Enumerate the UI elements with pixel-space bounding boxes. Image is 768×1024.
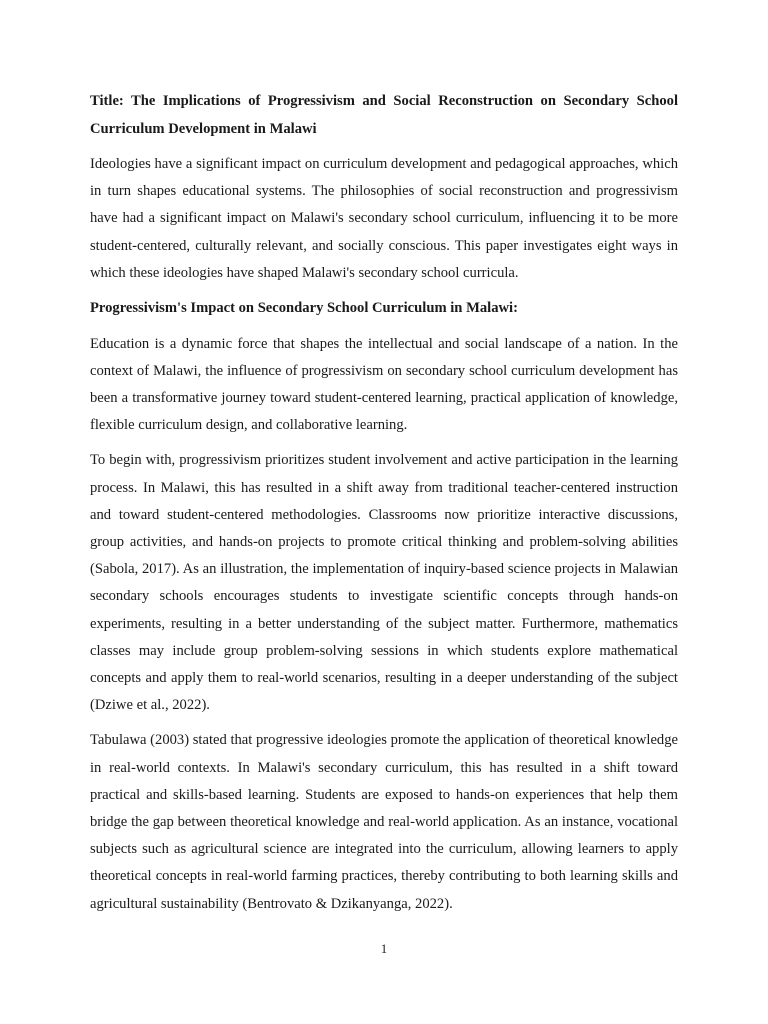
- page-number: 1: [380, 941, 388, 956]
- section-heading: Progressivism's Impact on Secondary School Curriculum in Malawi:: [90, 300, 518, 317]
- body-paragraph: To begin with, progressivism prioritizes student involvement and active participation in the learning process. In Malawi, this has resulted in a shift away from traditional teacher-centered instruction and toward student-centered methodologies. Classrooms now prioritize interactive discussions, group activities, and hands-on projects to promote critical thinking and problem-solving abilities (Sabola, 2017). As an illustration, the implementation of inquiry-based science projects in Malawian secondary schools encourages students to investigate scientific concepts through hands-on experiments, resulting in a better understanding of the subject matter. Furthermore, mathematics classes may include group problem-solving sessions in which students explore mathematical concepts and apply them to real-world scenarios, resulting in a deeper understanding of the subject (Dziwe et al., 2022).: [90, 452, 678, 714]
- document-page: [90, 88, 678, 926]
- intro-paragraph: Ideologies have a significant impact on curriculum development and pedagogical approaches, which in turn shapes educational systems. The philosophies of social reconstruction and progressivism have had a significant impact on Malawi's secondary school curriculum, influencing it to be more student-centered, culturally relevant, and socially conscious. This paper investigates eight ways in which these ideologies have shaped Malawi's secondary school curricula.: [90, 156, 678, 281]
- document-title: Title: The Implications of Progressivism and Social Reconstruction on Secondary School Curriculum Development in Malawi: [90, 93, 678, 137]
- body-paragraph: Education is a dynamic force that shapes the intellectual and social landscape of a nation. In the context of Malawi, the influence of progressivism on secondary school curriculum development has been a transformative journey toward student-centered learning, practical application of knowledge, flexible curriculum design, and collaborative learning.: [90, 335, 678, 434]
- body-paragraph: Tabulawa (2003) stated that progressive ideologies promote the application of theoretical knowledge in real-world contexts. In Malawi's secondary curriculum, this has resulted in a shift toward practical and skills-based learning. Students are exposed to hands-on experiences that help them bridge the gap between theoretical knowledge and real-world application. As an instance, vocational subjects such as agricultural science are integrated into the curriculum, allowing learners to apply theoretical concepts in real-world farming practices, thereby contributing to both learning skills and agricultural sustainability (Bentrovato & Dzikanyanga, 2022).: [90, 732, 678, 912]
